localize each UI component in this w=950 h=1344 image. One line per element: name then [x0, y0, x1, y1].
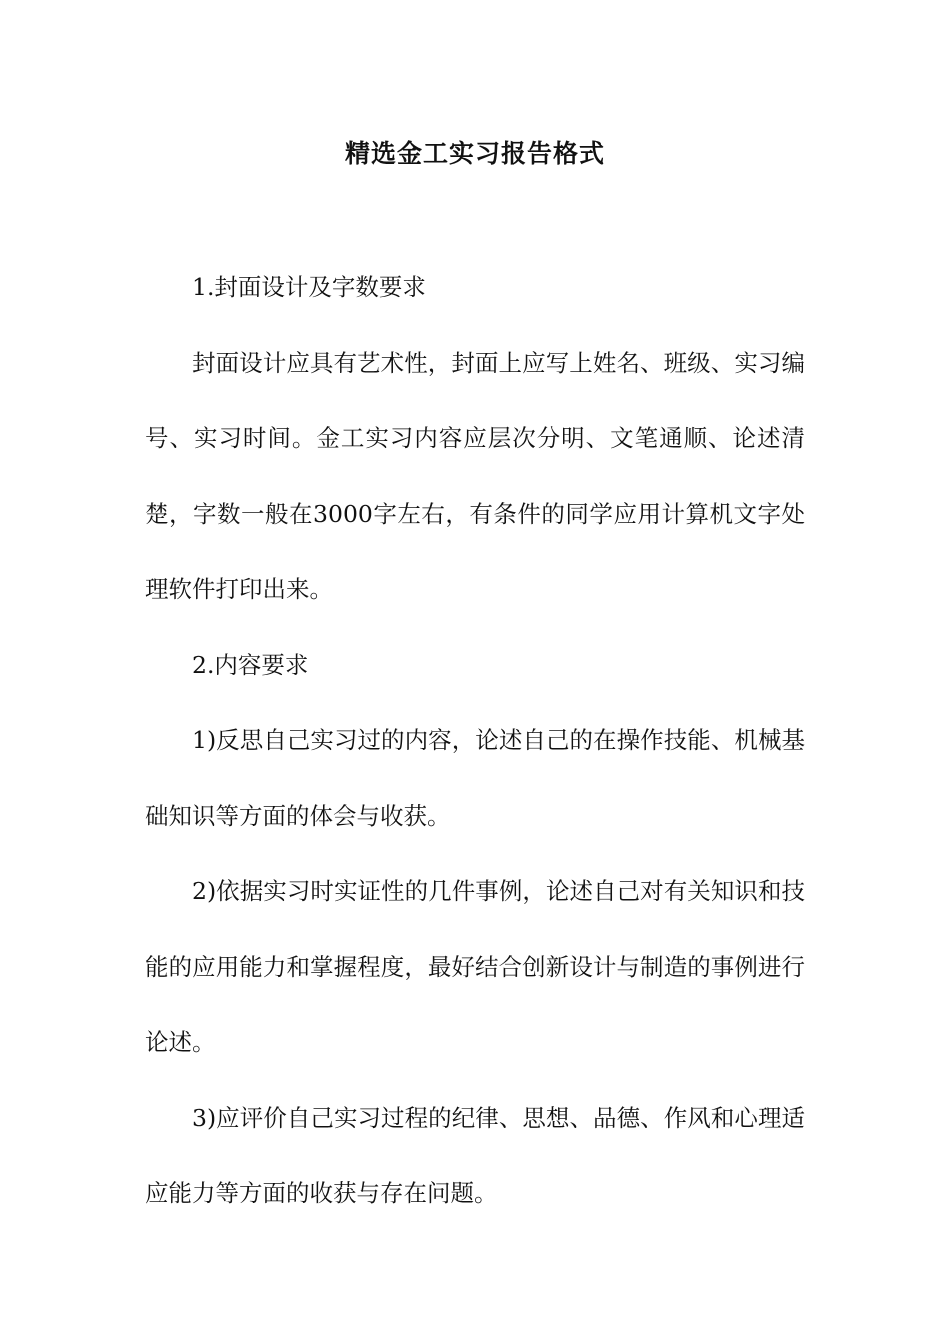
section-heading-cover: 1.封面设计及字数要求 — [192, 273, 426, 301]
section-heading-content: 2.内容要求 — [192, 650, 309, 679]
paragraph-cover-requirements: 封面设计应具有艺术性，封面上应写上姓名、班级、实习编号、实习时间。金工实习内容应层次分明、文笔通顺、论述清楚，字数一般在3000字左右，有条件的同学应用计算机文字处理软件打印出来。 — [145, 348, 805, 603]
paragraph-item-2: 2)依据实习时实证性的几件事例，论述自己对有关知识和技能的应用能力和掌握程度，最好结合创新设计与制造的事例进行论述。 — [145, 877, 805, 1056]
document-title: 精选金工实习报告格式 — [344, 139, 605, 168]
paragraph-item-1: 1)反思自己实习过的内容，论述自己的在操作技能、机械基础知识等方面的体会与收获。 — [145, 726, 805, 830]
document-body — [145, 250, 805, 1232]
paragraph-item-3: 3)应评价自己实习过程的纪律、思想、品德、作风和心理适应能力等方面的收获与存在问题。 — [145, 1103, 805, 1207]
